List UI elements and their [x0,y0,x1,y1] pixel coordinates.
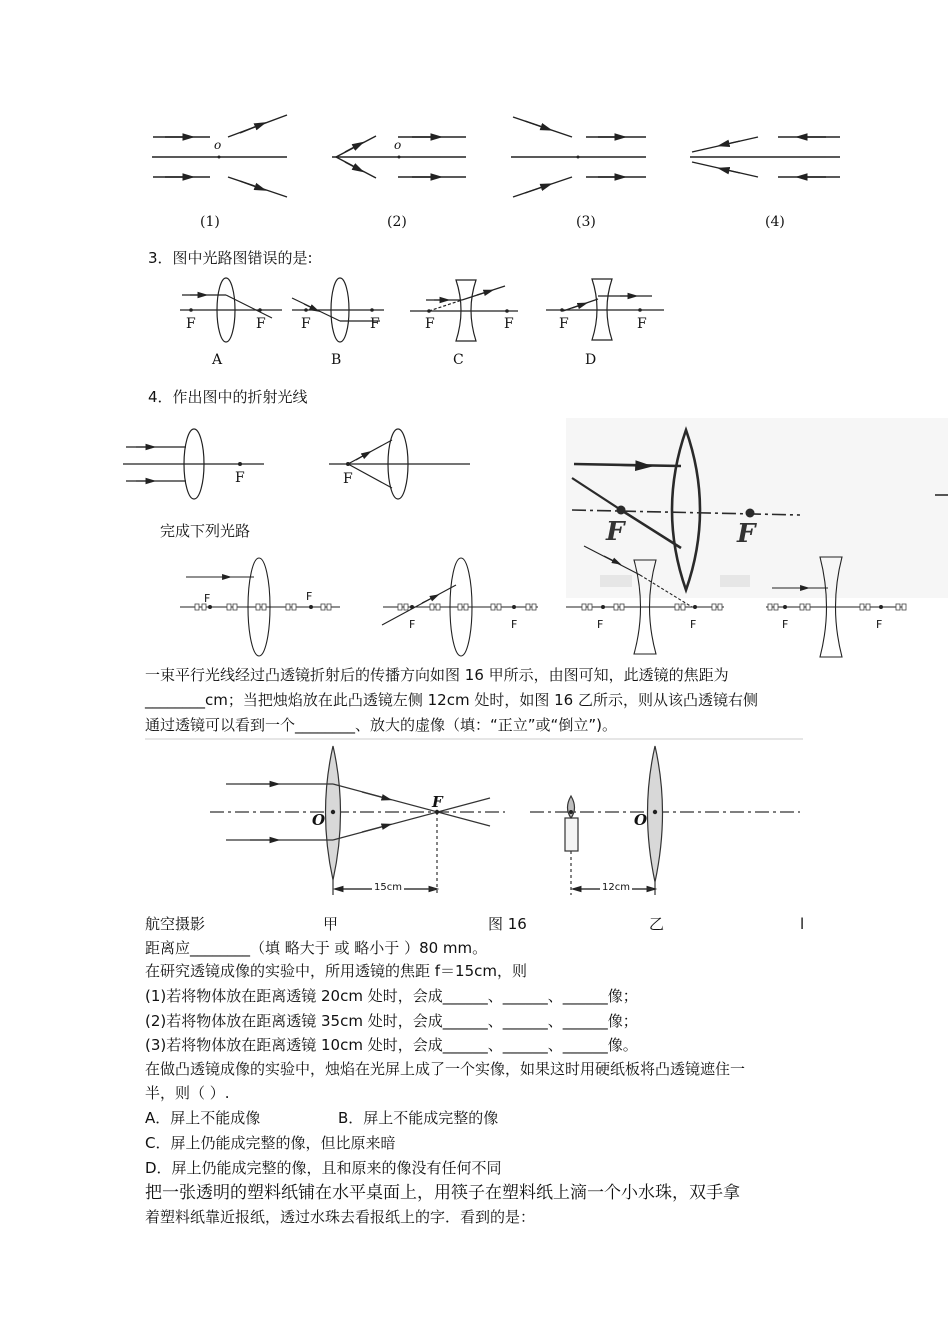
path-focus-1a: F [204,592,211,605]
q3-focus-b1: F [301,316,311,332]
path-focus-4b: F [876,618,883,631]
fig16-o-left: O [312,811,326,829]
choice-a: A．屏上不能成像 [145,1109,261,1127]
last-question-line-2: 着塑料纸靠近报纸，透过水珠去看报纸上的字．看到的是： [145,1208,536,1226]
last-question-line-1: 把一张透明的塑料纸铺在水平桌面上，用筷子在塑料纸上滴一个小水珠，双手拿 [145,1183,740,1203]
q3-focus-a1: F [186,316,196,332]
fig-label-1: (1) [200,214,220,230]
text-line-3: (1)若将物体放在距离透镜 20cm 处时，会成______、______、______像； [145,987,638,1005]
path-focus-1b: F [306,590,313,603]
q3-focus-c1: F [425,316,435,332]
q3-option-b: B [331,352,342,368]
q4-focus-1: F [235,470,245,486]
q3-option-a: A [212,352,223,368]
text-line-1: 距离应________（填 略大于 或 略小于 ）80 mm。 [145,939,488,957]
fig16-para-line-3: 通过透镜可以看到一个________、放大的虚像（填：“正立”或“倒立”)。 [145,716,617,734]
scan-focus-right: F [737,519,756,549]
text-line-4: (2)若将物体放在距离透镜 35cm 处时，会成______、______、______像； [145,1012,638,1030]
origin-label-2: o [394,138,402,152]
fig-label-3: (3) [576,214,596,230]
fig-label-2: (2) [387,214,407,230]
fig16-caption-fig: 图 16 [488,915,527,933]
fig16-para-line-2: ________cm；当把烛焰放在此凸透镜左侧 12cm 处时，如图 16 乙所示，则从该凸透镜右侧 [145,691,758,709]
path-focus-3a: F [597,618,604,631]
fig16-dist-a: 15cm [374,882,402,893]
path-focus-4a: F [782,618,789,631]
fig16-caption-jia: 甲 [323,915,339,933]
path-focus-2a: F [409,618,416,631]
fig16-caption-end: l [800,915,805,933]
q3-option-c: C [453,352,464,368]
choice-d: D．屏上仍能成完整的像，且和原来的像没有任何不同 [145,1159,502,1177]
question-3-text: 3．图中光路图错误的是: [148,249,313,267]
choice-b: B．屏上不能成完整的像 [338,1109,499,1127]
fig16-o-right: O [634,811,648,829]
text-line-7: 半，则（ ）. [145,1084,230,1102]
q3-focus-d1: F [559,316,569,332]
q3-focus-a2: F [256,316,266,332]
fig16-focus: F [432,793,443,811]
text-line-2: 在研究透镜成像的实验中，所用透镜的焦距 f＝15cm，则 [145,962,527,980]
complete-path-text: 完成下列光路 [160,522,251,540]
fig-label-4: (4) [765,214,785,230]
path-focus-2b: F [511,618,518,631]
choice-c: C．屏上仍能成完整的像，但比原来暗 [145,1134,396,1152]
fig16-para-line-1: 一束平行光线经过凸透镜折射后的传播方向如图 16 甲所示，由图可知，此透镜的焦距为 [145,666,729,684]
q3-focus-d2: F [637,316,647,332]
question-4-text: 4．作出图中的折射光线 [148,388,308,406]
text-line-6: 在做凸透镜成像的实验中，烛焰在光屏上成了一个实像，如果这时用硬纸板将凸透镜遮住一 [145,1060,746,1078]
fig16-caption-yi: 乙 [649,915,665,933]
origin-label-1: o [214,138,222,152]
q3-focus-c2: F [504,316,514,332]
fig16-caption-left: 航空摄影 [145,915,206,933]
fig16-dist-b: 12cm [602,882,630,893]
text-line-5: (3)若将物体放在距离透镜 10cm 处时，会成______、______、______像。 [145,1036,638,1054]
q3-focus-b2: F [370,316,380,332]
scan-focus-left: F [606,517,625,547]
path-focus-3b: F [690,618,697,631]
q3-option-d: D [585,352,597,368]
q4-focus-2: F [343,471,353,487]
